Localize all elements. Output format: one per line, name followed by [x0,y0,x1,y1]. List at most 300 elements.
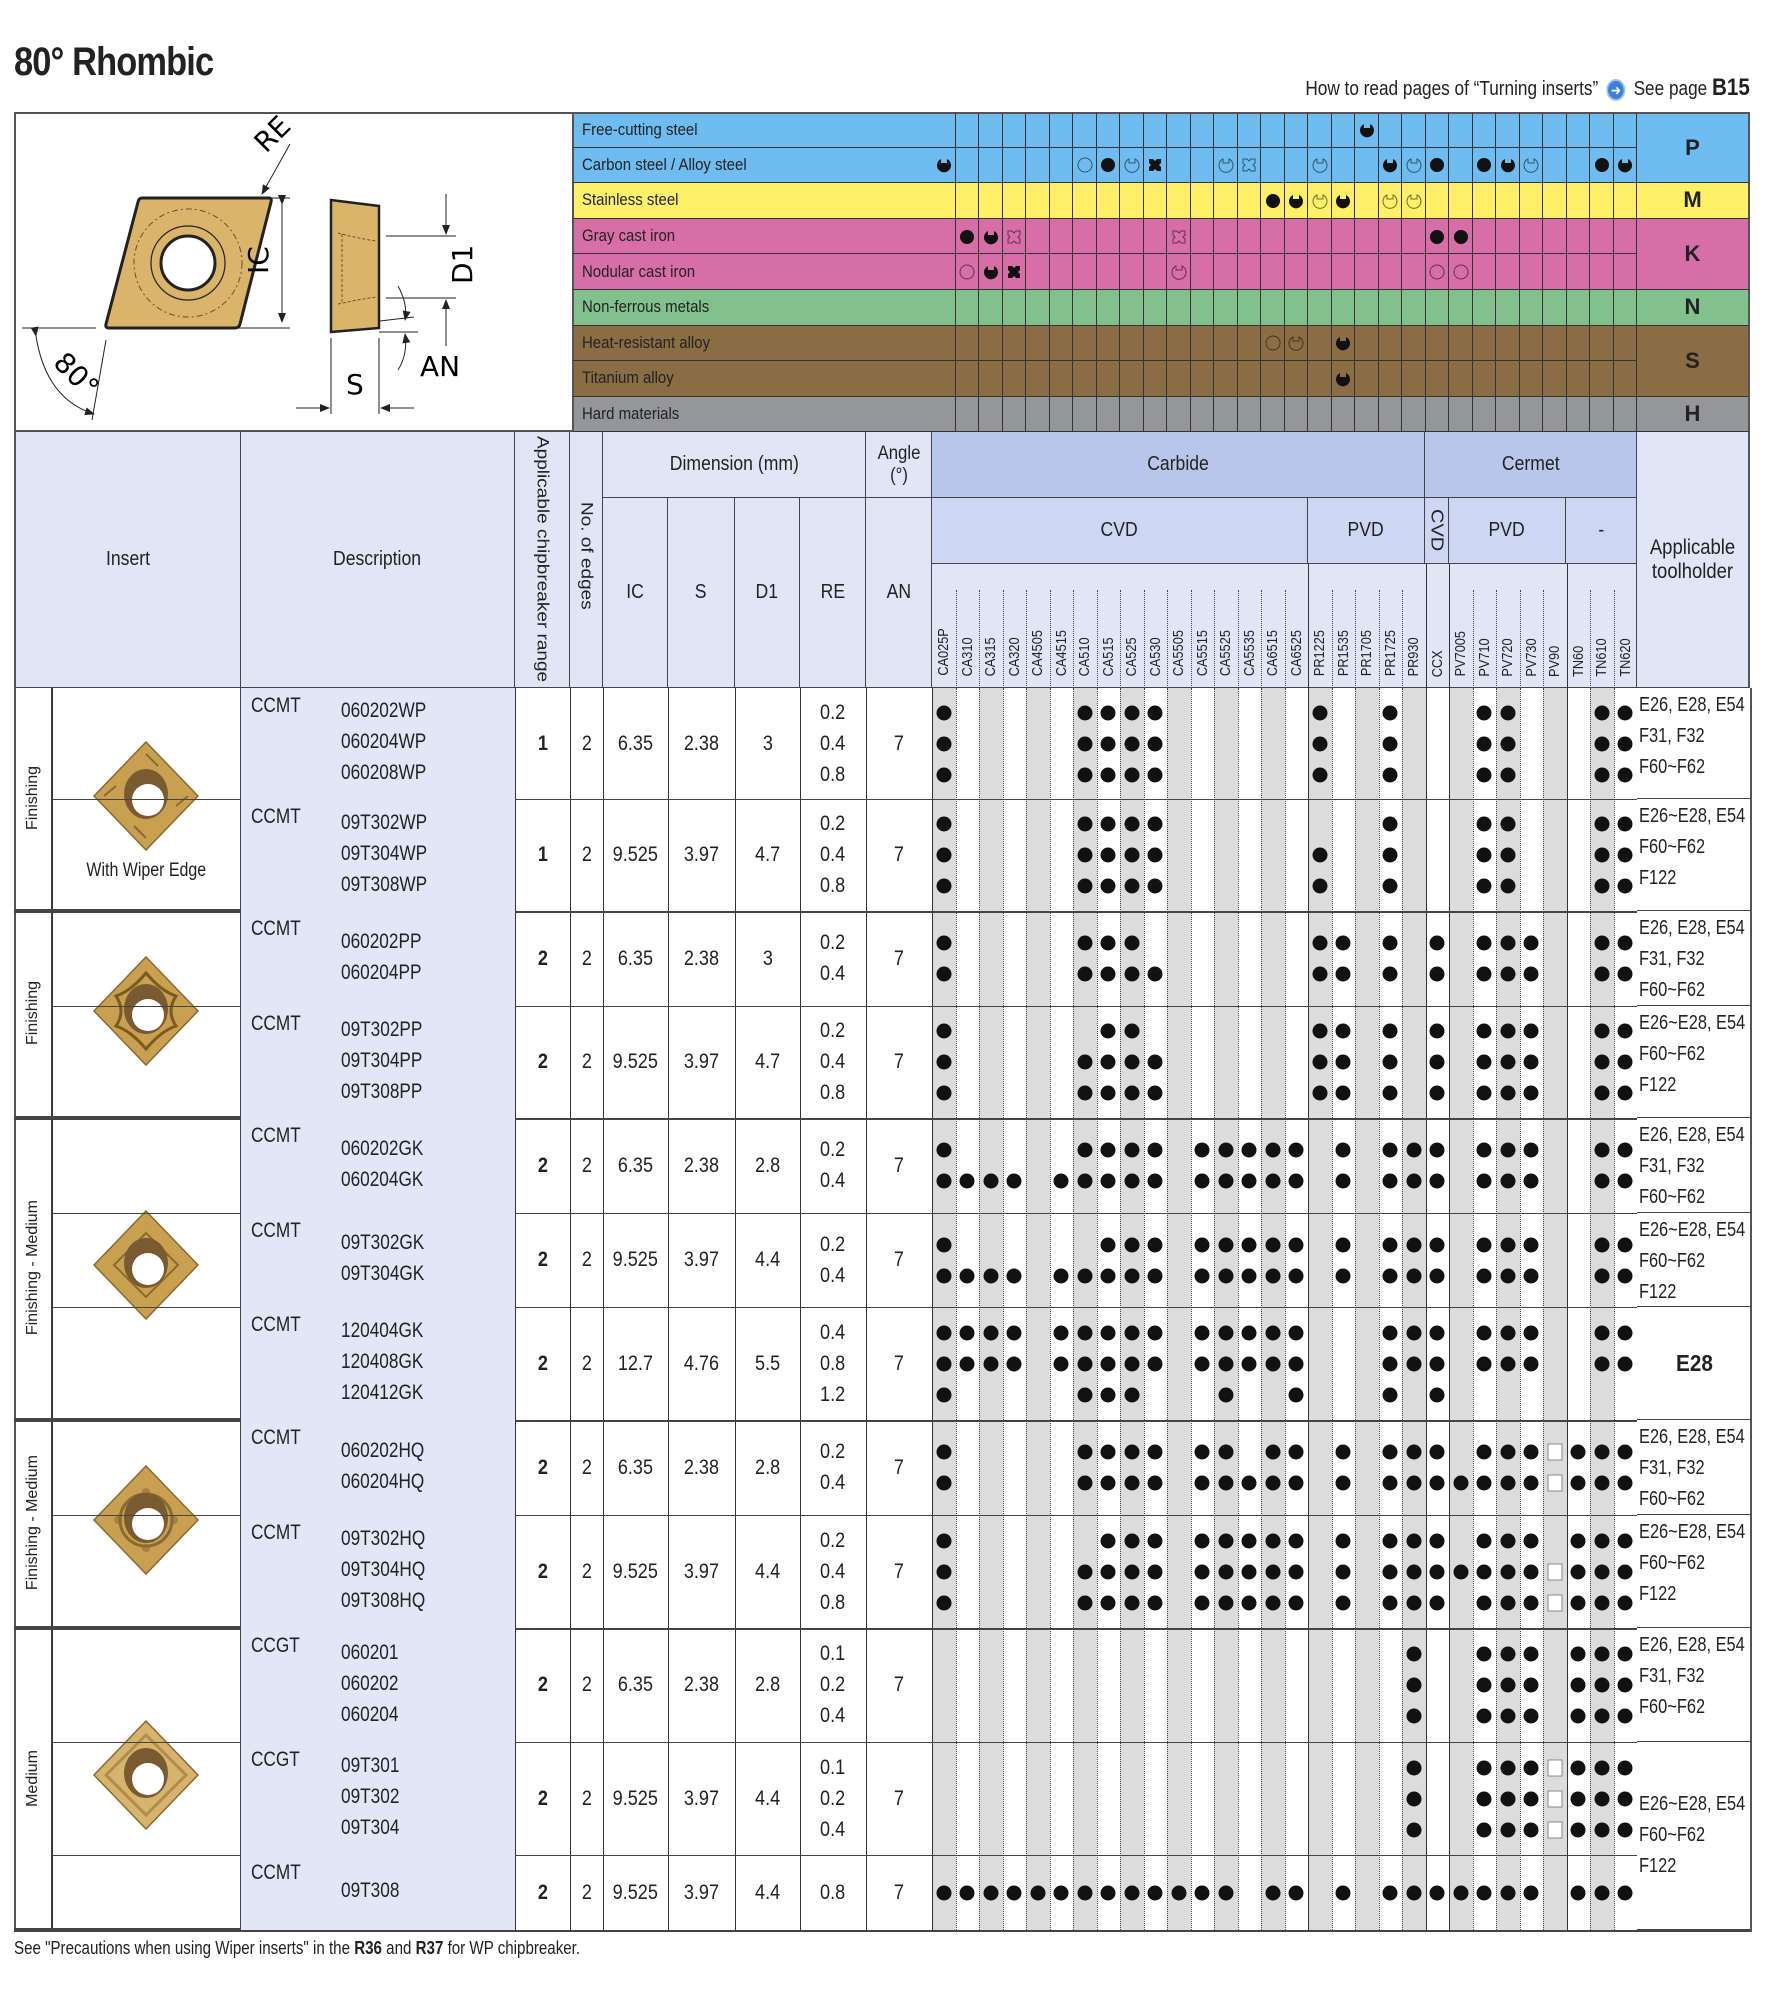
dot-symbol-icon [1265,193,1281,209]
available-dot-icon [1218,1237,1233,1252]
toolholder-link[interactable]: E26, E28, E54 [1639,1124,1745,1146]
material-grid-cell [1097,254,1121,290]
material-grid-cell [979,290,1003,326]
grade-label: CA515 [1099,637,1117,677]
insert-designation[interactable]: 060204 [341,1702,399,1726]
dim-re: 0.8 [820,1351,846,1375]
cup-symbol-icon [1335,193,1351,209]
available-dot-icon [1148,879,1163,894]
group-divider [1567,688,1568,1930]
grade-label: CA510 [1076,637,1094,677]
available-dot-icon [1007,1356,1022,1371]
material-grid-cell [1590,290,1614,326]
dim-re: 0.2 [820,1440,846,1463]
material-grid-cell [956,326,980,362]
available-dot-icon [1195,1174,1210,1189]
material-grid-cell [1261,148,1285,184]
angle-an: 7 [893,1786,905,1810]
material-grid-cell [1355,254,1379,290]
toolholder-link[interactable]: F122 [1639,1583,1677,1605]
dim-d1: 4.4 [754,1786,781,1810]
material-grid-cell [1520,290,1544,326]
dim-re: 0.2 [820,1673,846,1696]
available-dot-icon [1336,1595,1351,1610]
dim-d1: 3 [762,946,773,970]
available-dot-icon [1477,1143,1492,1158]
dim-re: 0.4 [820,1263,846,1287]
toolholder-link[interactable]: E26, E28, E54 [1639,694,1745,716]
material-grid-cell [1238,183,1262,219]
available-dot-icon [1077,1476,1092,1491]
cup-symbol-icon [1288,193,1304,209]
toolholder-link[interactable]: E26~E28, E54 [1639,1793,1746,1815]
available-dot-icon [1124,1055,1139,1070]
iso-group-k: K [1637,219,1750,290]
toolholder-link[interactable]: F60~F62 [1639,979,1706,1001]
material-grid-cell [1567,112,1591,148]
available-dot-icon [1477,967,1492,982]
insert-designation[interactable]: 060208WP [341,761,427,784]
available-dot-icon [1477,817,1492,832]
description-cell [241,799,515,911]
group-divider [1308,688,1309,1930]
available-dot-icon [1101,705,1116,720]
material-grid-cell [1073,326,1097,362]
angle-an: 7 [893,1153,905,1177]
material-grid-cell [1567,254,1591,290]
available-dot-icon [1477,1709,1492,1724]
available-dot-icon [1618,1356,1633,1371]
available-dot-icon [1101,848,1116,863]
chipbreaker-range: 2 [537,1786,548,1810]
dim-re: 0.8 [820,874,846,897]
grade-divider [1097,688,1098,1930]
toolholder-link[interactable]: E26, E28, E54 [1639,1634,1745,1656]
available-dot-icon [936,1055,951,1070]
available-dot-icon [1383,1445,1398,1460]
material-grid-cell [1003,326,1027,362]
insert-designation[interactable]: 09T302WP [341,810,428,834]
grade-label: TN60 [1569,646,1587,678]
toolholder-link[interactable]: F122 [1639,1281,1677,1303]
dim-s: 3.97 [683,1248,720,1271]
available-dot-icon [1406,1885,1421,1900]
material-grid-cell [1285,290,1309,326]
insert-designation[interactable]: 09T304PP [341,1048,423,1072]
available-dot-icon [1618,1760,1633,1775]
available-dot-icon [1383,767,1398,782]
insert-designation[interactable]: 09T302GK [341,1231,425,1254]
available-dot-icon [1289,1143,1304,1158]
chipbreaker-range: 2 [537,946,548,970]
toolholder-cell [1637,911,1750,1006]
available-dot-icon [1406,1143,1421,1158]
toolholder-link[interactable]: F31, F32 [1639,948,1705,970]
material-grid-cell [1520,112,1544,148]
material-grid-cell [979,397,1003,433]
available-dot-icon [1618,1647,1633,1662]
available-dot-icon [1312,736,1327,751]
grade-divider [1590,688,1591,1930]
no-of-edges: 2 [581,1050,592,1073]
insert-designation[interactable]: 060202PP [341,929,422,953]
insert-designation[interactable]: 120404GK [341,1319,424,1342]
available-dot-icon [1383,1024,1398,1039]
material-grid-cell [1238,290,1262,326]
header-insert: Insert [14,432,241,688]
insert-designation[interactable]: 09T308PP [341,1079,423,1103]
insert-diagram [14,112,572,432]
material-grid-cell [1191,326,1215,362]
available-dot-icon [1430,1055,1445,1070]
toolholder-link[interactable]: F60~F62 [1639,1250,1706,1272]
material-grid-cell [1496,112,1520,148]
dim-ic: 6.35 [617,731,654,755]
ring-symbol-icon [1265,335,1281,351]
available-dot-icon [1477,1533,1492,1548]
grade-divider [1473,590,1474,688]
available-dot-icon [1524,1678,1539,1693]
available-dot-icon [1101,1086,1116,1101]
material-grid-cell [1496,290,1520,326]
available-dot-icon [1594,1024,1609,1039]
available-dot-icon [983,1885,998,1900]
toolholder-link[interactable]: F60~F62 [1639,1552,1706,1574]
dim-s: 2.38 [683,1455,720,1479]
insert-designation[interactable]: 060204WP [341,730,427,753]
description-cell [241,911,515,1006]
available-dot-icon [1477,736,1492,751]
page-title: 80° Rhombic [14,40,214,84]
available-dot-icon [1406,1237,1421,1252]
available-dot-icon [1406,1445,1421,1460]
dim-ic: 9.525 [612,1559,659,1583]
insert-designation[interactable]: 09T308HQ [341,1589,426,1612]
available-dot-icon [1289,1533,1304,1548]
toolholder-link[interactable]: F122 [1639,1074,1677,1096]
available-dot-icon [1195,1885,1210,1900]
toolholder-link[interactable]: E26~E28, E54 [1639,1219,1746,1241]
grade-divider [1026,590,1027,688]
insert-image-cell [52,1628,241,1930]
available-dot-icon [1077,1143,1092,1158]
machining-range-label: Finishing [14,911,52,1118]
material-grid-cell [1473,326,1497,362]
material-grid-cell [956,290,980,326]
insert-designation[interactable]: 060204GK [341,1167,424,1191]
material-grid-cell [1355,397,1379,433]
toolholder-link[interactable]: F60~F62 [1639,1043,1706,1065]
material-grid-cell [1567,326,1591,362]
dim-re: 0.4 [820,1320,846,1344]
available-dot-icon [1477,848,1492,863]
grade-divider [956,590,957,688]
insert-designation[interactable]: 09T301 [341,1754,400,1777]
available-dot-icon [1101,936,1116,951]
material-row-label [572,148,932,184]
available-dot-icon [1195,1356,1210,1371]
insert-designation[interactable]: 060201 [341,1640,399,1664]
available-dot-icon [1594,817,1609,832]
grade-divider [1026,688,1027,1930]
toolholder-link[interactable]: F60~F62 [1639,1186,1706,1208]
insert-designation[interactable]: 09T302HQ [341,1527,426,1550]
available-dot-icon [1500,1143,1515,1158]
available-dot-icon [1618,1564,1633,1579]
material-name: Titanium alloy [582,368,674,388]
toolholder-link[interactable]: E26~E28, E54 [1639,805,1746,827]
material-grid-cell [956,183,980,219]
new-item-square-icon [1547,1759,1562,1776]
available-dot-icon [1218,1533,1233,1548]
material-grid-cell [1214,219,1238,255]
see-page-link[interactable]: B15 [1712,74,1750,101]
insert-designation[interactable]: 09T304HQ [341,1558,426,1581]
material-grid-cell [1120,254,1144,290]
toolholder-link[interactable]: E26~E28, E54 [1639,1012,1746,1034]
angle-an: 7 [893,1455,905,1479]
grade-divider [1473,688,1474,1930]
grade-column-shade [1167,688,1191,1930]
available-dot-icon [1124,1086,1139,1101]
cup-symbol-icon [1500,157,1516,173]
available-dot-icon [1406,1595,1421,1610]
toolholder-link[interactable]: F31, F32 [1639,1155,1705,1177]
material-grid-cell [1285,361,1309,397]
available-dot-icon [1218,1445,1233,1460]
grade-divider [1191,590,1192,688]
header-d1: D1 [735,498,800,688]
available-dot-icon [1406,1174,1421,1189]
material-name: Nodular cast iron [582,261,696,281]
material-grid-cell [1191,254,1215,290]
header-cermet: Cermet [1425,432,1637,498]
toolholder-link[interactable]: F60~F62 [1639,1488,1706,1510]
available-dot-icon [1500,1885,1515,1900]
material-grid-cell [1567,290,1591,326]
grade-divider [1614,590,1615,688]
available-dot-icon [1594,1325,1609,1340]
footer-link-r37[interactable]: R37 [415,1938,444,1958]
cup-outline-symbol-icon [1523,157,1539,173]
available-dot-icon [1124,1325,1139,1340]
dim-ic: 6.35 [617,1673,654,1696]
insert-designation[interactable]: 09T304GK [341,1262,425,1285]
material-grid-cell [1214,254,1238,290]
toolholder-link[interactable]: E26, E28, E54 [1639,917,1745,939]
dim-ic: 9.525 [612,1248,659,1271]
dim-d1: 2.8 [754,1153,781,1177]
available-dot-icon [1524,1533,1539,1548]
toolholder-cell [1637,799,1750,911]
toolholder-link[interactable]: F60~F62 [1639,756,1706,778]
description-cell [241,1118,515,1213]
grade-divider [1402,590,1403,688]
available-dot-icon [1077,967,1092,982]
dim-re: 0.8 [820,762,846,786]
dim-re: 0.4 [820,1559,846,1583]
insert-designation[interactable]: 09T304WP [341,841,428,865]
available-dot-icon [960,1885,975,1900]
available-dot-icon [1500,1356,1515,1371]
available-dot-icon [1618,848,1633,863]
grade-label: PV7005 [1452,630,1470,676]
insert-designation[interactable]: 060202 [341,1671,399,1695]
material-grid-cell [979,326,1003,362]
material-name: Hard materials [582,404,680,424]
material-grid-cell [1449,183,1473,219]
ring-symbol-icon [1429,264,1445,280]
material-grid-cell [1191,219,1215,255]
insert-designation[interactable]: 09T304 [341,1816,400,1839]
footer-link-r36[interactable]: R36 [354,1938,382,1958]
dim-d1: 3 [762,731,773,755]
available-dot-icon [1312,848,1327,863]
material-grid-cell [1520,397,1544,433]
material-grid-cell [932,219,956,255]
chipbreaker-range: 1 [537,731,548,755]
material-grid-cell [1214,326,1238,362]
insert-designation[interactable]: 060204PP [341,960,422,984]
insert-designation[interactable]: 060204HQ [341,1469,425,1493]
available-dot-icon [1265,1356,1280,1371]
description-cell [241,1628,515,1742]
material-grid-cell [1050,148,1074,184]
toolholder-link[interactable]: E26, E28, E54 [1639,1426,1745,1448]
toolholder-link[interactable]: F31, F32 [1639,1665,1705,1687]
available-dot-icon [1336,1024,1351,1039]
available-dot-icon [1336,1268,1351,1283]
available-dot-icon [1618,1822,1633,1837]
toolholder-link[interactable]: F122 [1639,1855,1677,1877]
material-grid-cell [1261,219,1285,255]
chipbreaker-range: 2 [537,1673,548,1696]
insert-designation[interactable]: 060202GK [341,1136,424,1160]
insert-designation[interactable]: 060202HQ [341,1438,425,1462]
available-dot-icon [1289,1237,1304,1252]
s-label: S [346,368,364,401]
material-grid-cell [1144,112,1168,148]
material-grid-cell [1120,183,1144,219]
available-dot-icon [1383,1237,1398,1252]
description-cell [241,1855,515,1930]
toolholder-link[interactable]: E28 [1676,1349,1713,1376]
material-grid-cell [1426,361,1450,397]
available-dot-icon [1265,1174,1280,1189]
dim-ic: 9.525 [612,1880,659,1904]
dot-symbol-icon [1100,157,1116,173]
available-dot-icon [1101,1387,1116,1402]
description-cell [241,1213,515,1307]
cup-outline-symbol-icon [1406,157,1422,173]
material-grid-cell [1073,183,1097,219]
available-dot-icon [1124,767,1139,782]
grade-label: CA320 [1005,637,1023,677]
insert-photo [86,736,206,861]
available-dot-icon [1571,1822,1586,1837]
insert-designation[interactable]: 09T308WP [341,872,428,896]
insert-designation[interactable]: 09T308 [341,1879,400,1902]
insert-designation[interactable]: 09T302 [341,1785,400,1808]
available-dot-icon [1148,705,1163,720]
footer-note: See "Precautions when using Wiper inserts" in the R36 and R37 for WP chipbreaker. [14,1938,581,1958]
available-dot-icon [1477,767,1492,782]
insert-designation[interactable]: 060202WP [341,699,427,722]
toolholder-link[interactable]: F31, F32 [1639,1457,1705,1479]
available-dot-icon [960,1174,975,1189]
available-dot-icon [1571,1678,1586,1693]
header-carbide-cvd: CVD [932,498,1308,564]
material-grid-cell [932,290,956,326]
available-dot-icon [1524,1268,1539,1283]
available-dot-icon [1477,1055,1492,1070]
available-dot-icon [1124,1268,1139,1283]
insert-designation[interactable]: 120412GK [341,1381,424,1404]
machining-range-label: Finishing - Medium [14,1118,52,1420]
dim-ic: 6.35 [617,946,654,970]
available-dot-icon [1430,1174,1445,1189]
toolholder-link[interactable]: F60~F62 [1639,1824,1706,1846]
insert-designation[interactable]: 09T302PP [341,1017,423,1041]
material-grid-cell [1379,112,1403,148]
dim-d1: 2.8 [754,1455,781,1479]
description-cell [241,1420,515,1515]
insert-type-code: CCMT [251,1426,301,1449]
available-dot-icon [1336,1143,1351,1158]
available-dot-icon [1077,1356,1092,1371]
available-dot-icon [1124,1445,1139,1460]
available-dot-icon [1524,1885,1539,1900]
iso-group-h: H [1637,397,1750,433]
toolholder-link[interactable]: F60~F62 [1639,1696,1706,1718]
available-dot-icon [1594,848,1609,863]
available-dot-icon [1430,1024,1445,1039]
available-dot-icon [1242,1533,1257,1548]
header-an: AN [866,498,932,688]
insert-designation[interactable]: 120408GK [341,1350,424,1373]
available-dot-icon [1524,1143,1539,1158]
available-dot-icon [1477,1476,1492,1491]
toolholder-link[interactable]: F122 [1639,867,1677,889]
available-dot-icon [1618,1237,1633,1252]
available-dot-icon [1265,1268,1280,1283]
material-grid-cell [1520,361,1544,397]
available-dot-icon [1477,1356,1492,1371]
available-dot-icon [1430,1533,1445,1548]
dim-s: 3.97 [683,1559,720,1583]
available-dot-icon [1594,879,1609,894]
cross-symbol-icon [1147,157,1163,173]
material-grid-cell [1026,290,1050,326]
grade-label: CA4515 [1052,629,1070,676]
grade-label: TN620 [1616,638,1634,677]
available-dot-icon [1383,967,1398,982]
available-dot-icon [1148,1237,1163,1252]
toolholder-link[interactable]: F31, F32 [1639,725,1705,747]
material-grid-cell [932,183,956,219]
available-dot-icon [1524,1055,1539,1070]
new-item-square-icon [1547,1821,1562,1838]
toolholder-link[interactable]: F60~F62 [1639,836,1706,858]
available-dot-icon [1500,1086,1515,1101]
available-dot-icon [1594,1709,1609,1724]
material-grid-cell [1144,361,1168,397]
grade-divider [1238,688,1239,1930]
available-dot-icon [1453,1564,1468,1579]
dim-re: 0.2 [820,812,846,835]
toolholder-link[interactable]: E26~E28, E54 [1639,1521,1746,1543]
material-grid-cell [1355,361,1379,397]
